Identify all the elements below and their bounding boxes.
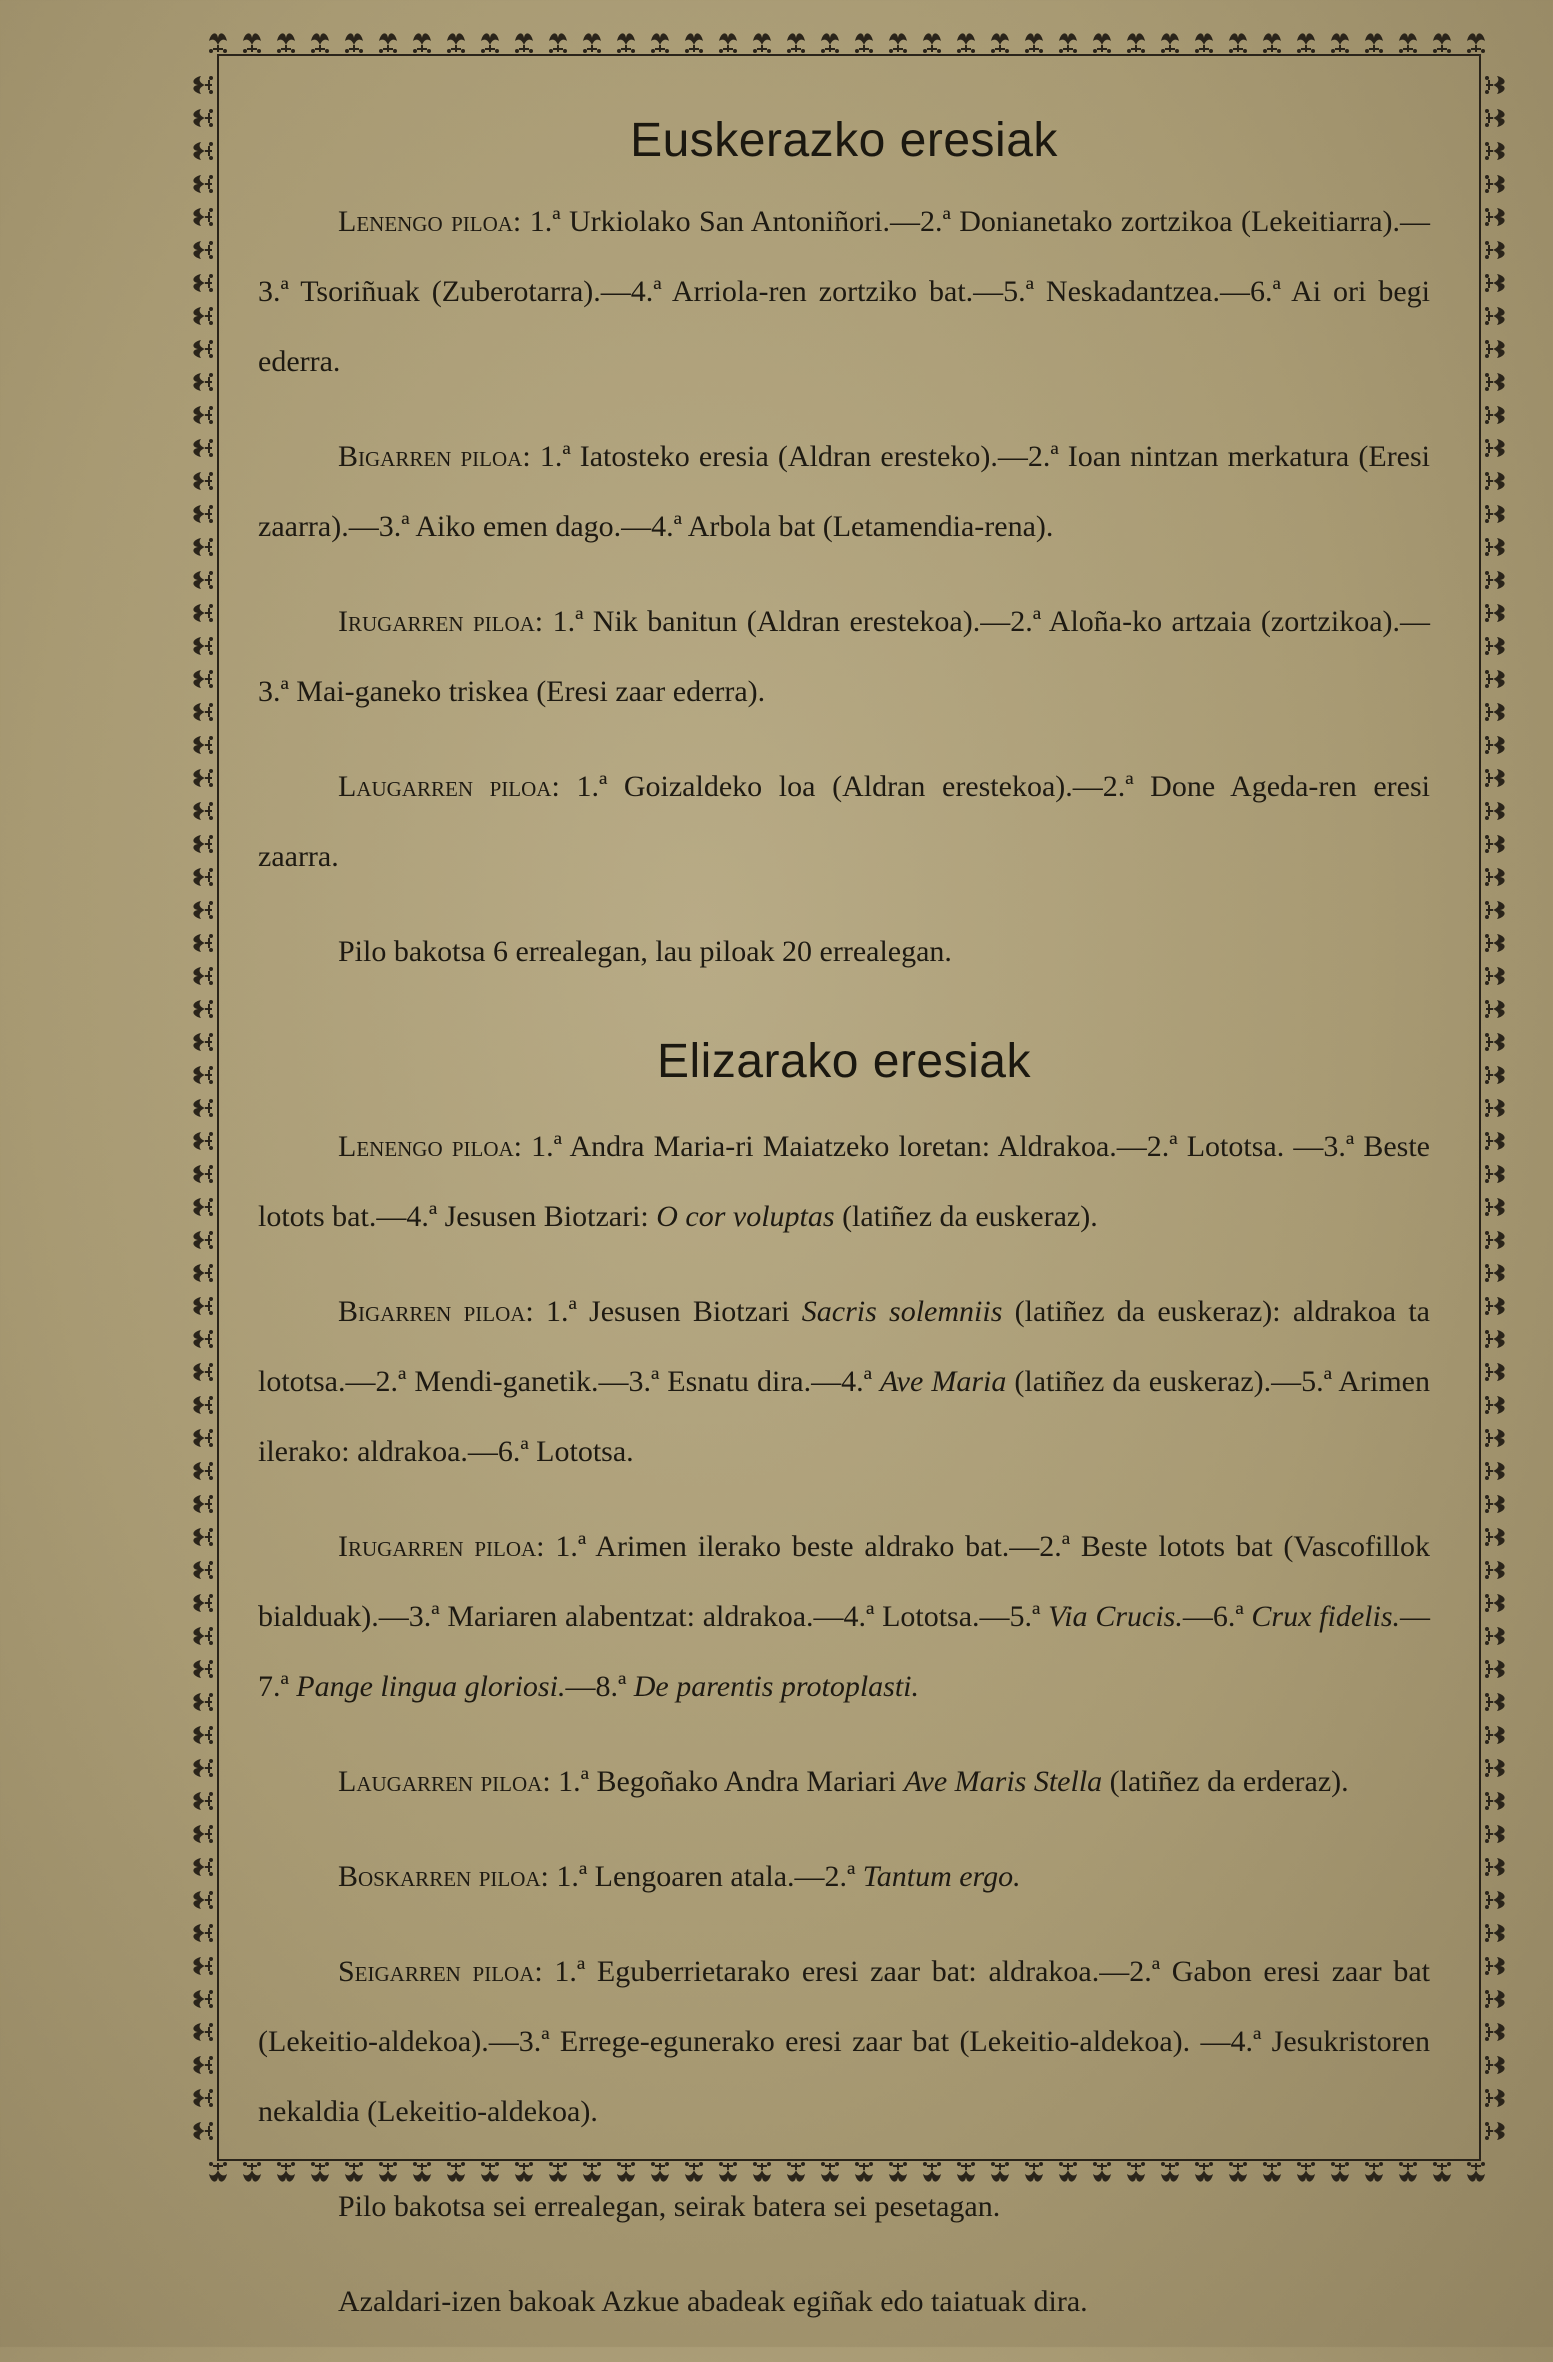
italic-title: Pange lingua gloriosi.: [296, 1670, 566, 1703]
italic-title: Via Crucis.: [1048, 1600, 1183, 1633]
section-elizarako: [258, 1112, 1430, 2337]
italic-title: De parentis protoplasti.: [633, 1670, 920, 1703]
pilo-label: Bigarren piloa:: [338, 1295, 534, 1328]
paragraph: [258, 2267, 1430, 2337]
section-title-euskerazko: Euskerazko eresiak: [630, 114, 1058, 167]
paragraph-text: 1.ª Nik banitun (Aldran erestekoa).—2.ª Aloña-ko artzaia (zortzikoa).—3.ª Mai-ganeko triskea (Eresi zaar ederra).: [258, 605, 1430, 708]
paragraph-text: 1.ª Urkiolako San Antoniñori.—2.ª Donianetako zortzikoa (Lekeitiarra).—3.ª Tsoriñuak (Zuberotarra).—4.ª Arriola-ren zortziko bat.—5.ª Neskadantzea.—6.ª Ai ori begi ederra.: [258, 205, 1431, 378]
pilo-label: Lenengo piloa:: [338, 205, 522, 238]
pilo-label: Laugarren piloa:: [338, 1765, 551, 1798]
paragraph: [258, 587, 1430, 727]
paragraph: [258, 1842, 1430, 1912]
paragraph: [258, 2172, 1430, 2242]
paragraph-text: Azaldari-izen bakoak Azkue abadeak egiñak edo taiatuak dira.: [338, 2285, 1088, 2318]
italic-title: Sacris solemniis: [801, 1295, 1003, 1328]
paragraph-text: Pilo bakotsa 6 errealegan, lau piloak 20 errealegan.: [338, 935, 952, 968]
section-title-elizarako: Elizarako eresiak: [657, 1035, 1031, 1088]
paragraph-text: —8.ª: [565, 1670, 634, 1703]
paragraph: [258, 917, 1430, 987]
italic-title: Ave Maria: [879, 1365, 1007, 1398]
paragraph-text: (latiñez da euskeraz): aldrakoa ta lototsa.—2.ª Mendi-ganetik.—3.ª Esnatu dira.—4.ª: [258, 1295, 1430, 1398]
italic-title: Crux fidelis.: [1251, 1600, 1400, 1633]
paragraph-text: (latiñez da euskeraz).—5.ª Arimen ilerako: aldrakoa.—6.ª Lototsa.: [258, 1365, 1430, 1468]
pilo-label: Seigarren piloa:: [338, 1955, 543, 1988]
paragraph-text: 1.ª Goizaldeko loa (Aldran erestekoa).—2.ª Done Ageda-ren eresi zaarra.: [258, 770, 1430, 873]
paragraph: [258, 1512, 1430, 1722]
paragraph: [258, 1937, 1430, 2147]
paragraph-text: 1.ª Eguberrietarako eresi zaar bat: aldrakoa.—2.ª Gabon eresi zaar bat (Lekeitio-aldekoa).—3.ª Errege-egunerako eresi zaar bat (Lekeitio-aldekoa). —4.ª Jesukristoren nekaldia (Lekeitio-aldekoa).: [258, 1955, 1431, 2128]
paragraph-text: 1.ª Begoñako Andra Mariari: [558, 1765, 904, 1798]
italic-title: Tantum ergo.: [862, 1860, 1021, 1893]
paragraph-text: —7.ª: [258, 1600, 1430, 1703]
paragraph: [258, 1747, 1430, 1817]
italic-title: Ave Maris Stella: [903, 1765, 1103, 1798]
italic-title: O cor voluptas: [656, 1200, 835, 1233]
paragraph: [258, 752, 1430, 892]
paragraph-text: 1.ª Jesusen Biotzari: [546, 1295, 802, 1328]
paragraph-text: 1.ª Iatosteko eresia (Aldran eresteko).—2.ª Ioan nintzan merkatura (Eresi zaarra).—3.ª Aiko emen dago.—4.ª Arbola bat (Letamendia-rena).: [258, 440, 1431, 543]
pilo-label: Bigarren piloa:: [338, 440, 531, 473]
paragraph-text: 1.ª Andra Maria-ri Maiatzeko loretan: Aldrakoa.—2.ª Lototsa. —3.ª Beste lotots bat.—4.ª Jesusen Biotzari:: [258, 1130, 1430, 1233]
paragraph-text: (latiñez da euskeraz).: [834, 1200, 1098, 1233]
paragraph-text: —6.ª: [1182, 1600, 1252, 1633]
paragraph: [258, 422, 1430, 562]
pilo-label: Irugarren piloa:: [338, 1530, 545, 1563]
page-content: [258, 95, 1430, 2362]
section-euskerazko: [258, 187, 1430, 987]
pilo-label: Irugarren piloa:: [338, 605, 544, 638]
pilo-label: Laugarren piloa:: [338, 770, 560, 803]
paragraph: [258, 187, 1430, 397]
paragraph-text: Pilo bakotsa sei errealegan, seirak batera sei pesetagan.: [338, 2190, 1001, 2223]
pilo-label: Lenengo piloa:: [338, 1130, 522, 1163]
paragraph: [258, 1112, 1430, 1252]
paragraph-text: (latiñez da erderaz).: [1102, 1765, 1349, 1798]
paragraph-text: 1.ª Arimen ilerako beste aldrako bat.—2.ª Beste lotots bat (Vascofillok bialduak).—3.ª Mariaren alabentzat: aldrakoa.—4.ª Lototsa.—5.ª: [258, 1530, 1431, 1633]
paragraph: [258, 1277, 1430, 1487]
paragraph-text: 1.ª Lengoaren atala.—2.ª: [556, 1860, 863, 1893]
pilo-label: Boskarren piloa:: [338, 1860, 549, 1893]
